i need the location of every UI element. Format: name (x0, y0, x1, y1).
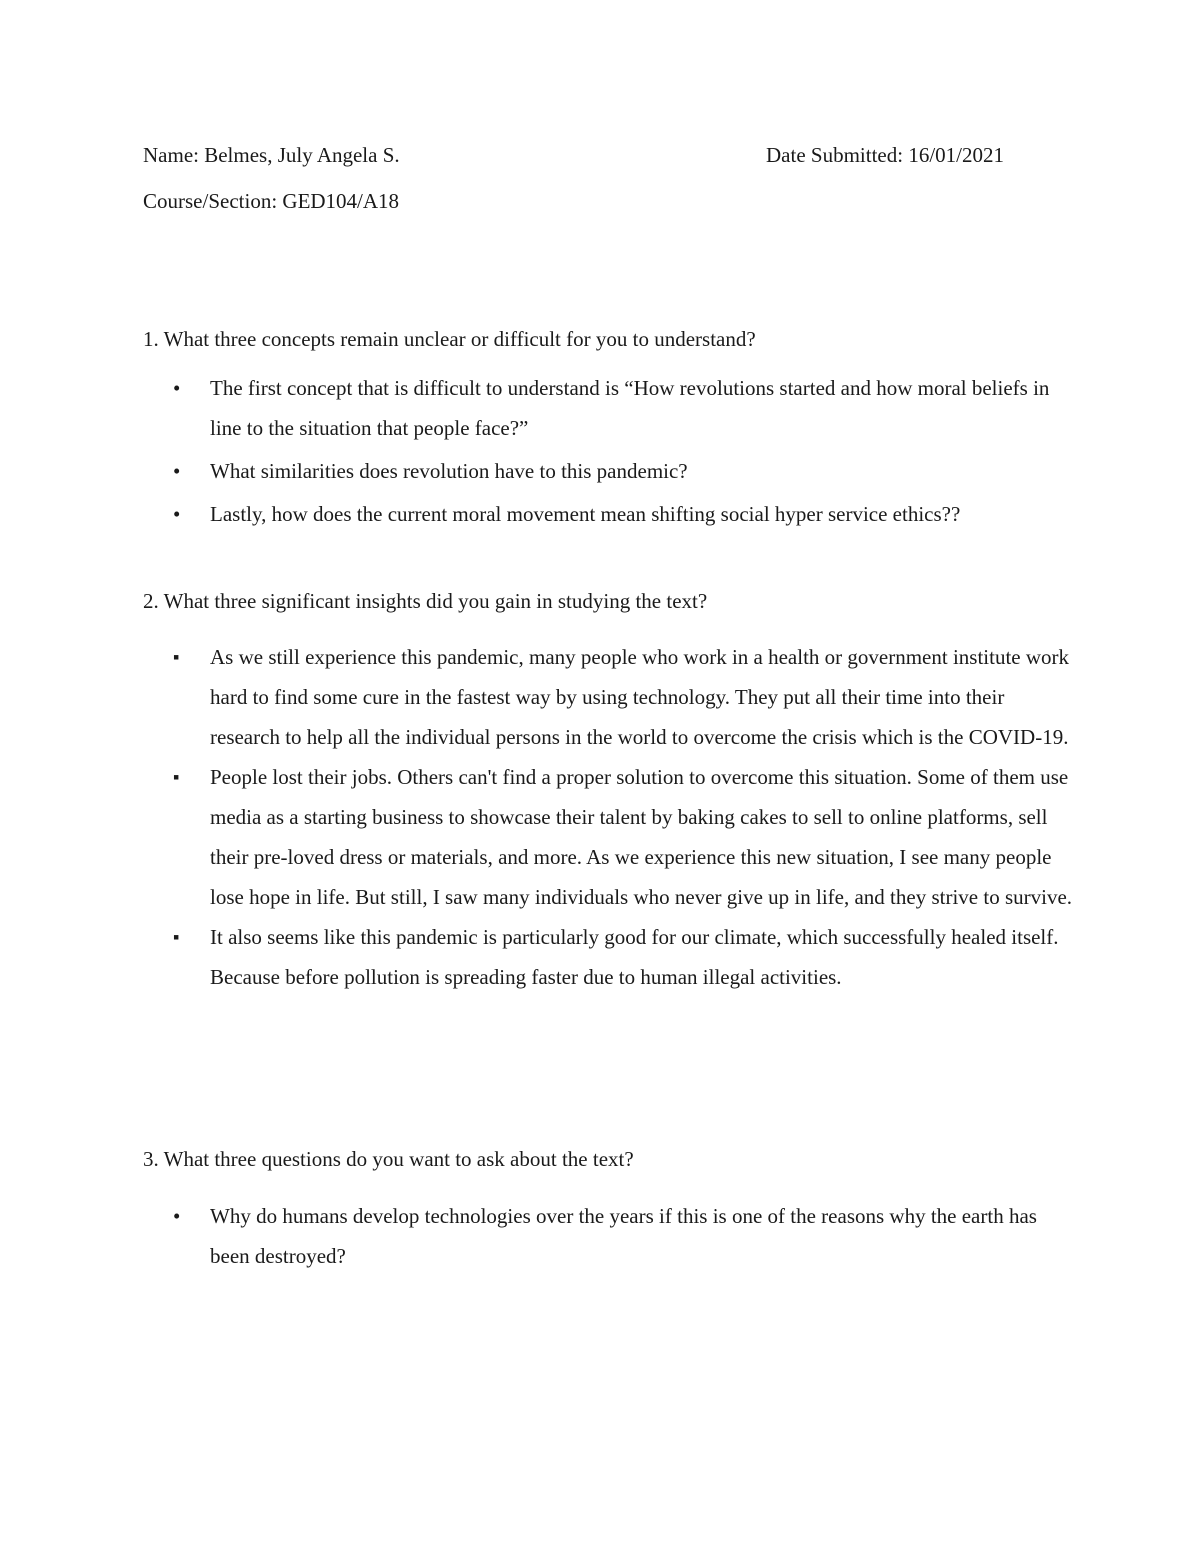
bullet-icon: • (173, 376, 181, 400)
list-item-text: Why do humans develop technologies over the years if this is one of the reasons why the earth has been destroyed? (210, 1204, 1037, 1268)
question-3: 3. What three questions do you want to ask about the text? (143, 1147, 634, 1171)
list-item-text: The first concept that is difficult to understand is “How revolutions started and how moral beliefs in line to the situation that people face?” (210, 376, 1050, 440)
list-item-text: It also seems like this pandemic is particularly good for our climate, which successfully healed itself. Because before pollution is spreading faster due to human illegal activities. (210, 925, 1059, 989)
list-item (143, 451, 1073, 491)
list-item (143, 1196, 1073, 1276)
answer-list-2 (143, 637, 1073, 997)
student-name: Name: Belmes, July Angela S. (143, 143, 400, 167)
list-item-text: Lastly, how does the current moral movement mean shifting social hyper service ethics?? (210, 502, 961, 526)
answer-list-3 (143, 1196, 1073, 1276)
list-item-text: As we still experience this pandemic, many people who work in a health or government institute work hard to find some cure in the fastest way by using technology. They put all their time into their research to help all the individual persons in the world to overcome the crisis which is the COVID-19. (210, 645, 1070, 749)
bullet-icon: ▪ (173, 647, 180, 667)
bullet-icon: • (173, 502, 181, 526)
bullet-icon: • (173, 459, 181, 483)
date-submitted: Date Submitted: 16/01/2021 (766, 143, 1004, 167)
bullet-icon: • (173, 1204, 181, 1228)
course-section: Course/Section: GED104/A18 (143, 189, 400, 213)
list-item (143, 917, 1073, 997)
question-1: 1. What three concepts remain unclear or difficult for you to understand? (143, 327, 756, 351)
list-item (143, 757, 1073, 917)
list-item (143, 494, 1073, 534)
list-item-text: People lost their jobs. Others can't find a proper solution to overcome this situation. Some of them use media as a starting business to showcase their talent by baking cakes to sell to online platforms, sell their pre-loved dress or materials, and more. As we experience this new situation, I see many people lose hope in life. But still, I saw many individuals who never give up in life, and they strive to survive. (210, 765, 1073, 909)
list-item (143, 637, 1073, 757)
answer-list-1 (143, 368, 1073, 537)
bullet-icon: ▪ (173, 767, 180, 787)
list-item-text: What similarities does revolution have to this pandemic? (210, 459, 688, 483)
bullet-icon: ▪ (173, 927, 180, 947)
question-2: 2. What three significant insights did you gain in studying the text? (143, 589, 708, 613)
list-item (143, 368, 1073, 448)
